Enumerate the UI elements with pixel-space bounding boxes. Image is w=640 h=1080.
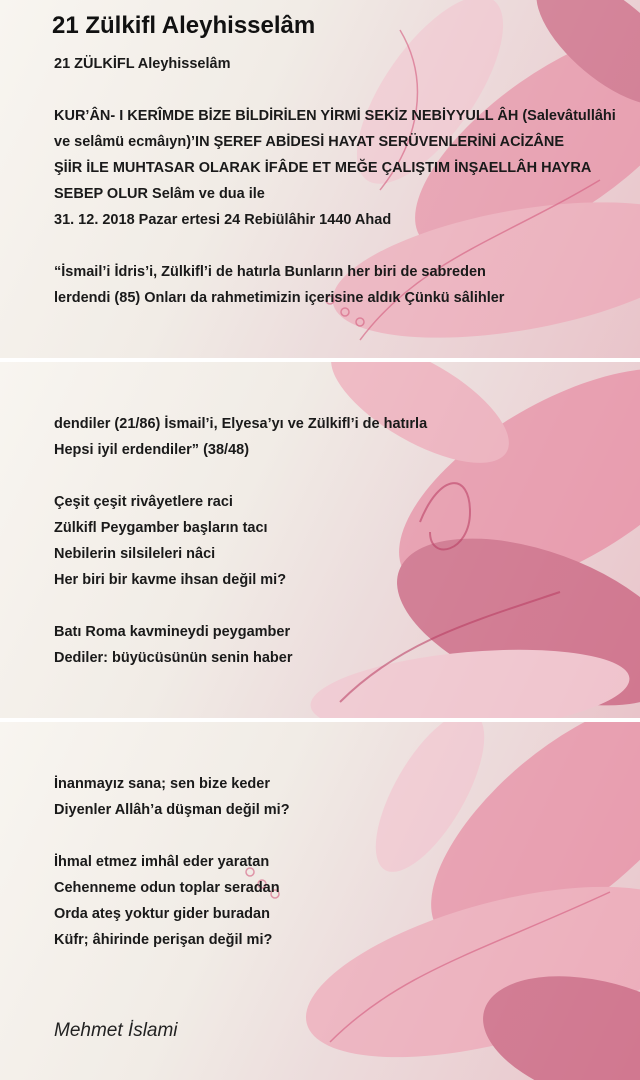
verse-line: Batı Roma kavmineydi peygamber [54,624,291,640]
quote-line: lerdendi (85) Onları da rahmetimizin içerisine aldık Çünkü sâlihler [54,290,505,306]
quote-line: dendiler (21/86) İsmail’i, Elyesa’yı ve Zülkifl’i de hatırla [54,416,428,432]
intro-line: ŞİİR İLE MUHTASAR OLARAK İFÂDE ET MEĞE ÇALIŞTIM İNŞAELLÂH HAYRA [54,160,592,176]
quote-line: “İsmail’i İdris’i, Zülkifl’i de hatırla Bunların her biri de sabreden [54,264,486,280]
intro-line: ve selâmü ecmâıyn)’IN ŞEREF ABİDESİ HAYAT SERÜVENLERİNİ ACİZÂNE [54,134,565,150]
verse-line: Nebilerin silsileleri nâci [54,546,216,562]
verse-line: Cehenneme odun toplar seradan [54,880,280,896]
verse-line: Zülkifl Peygamber başların tacı [54,520,268,536]
poem-title: 21 Zülkifl Aleyhisselâm [52,12,316,39]
verse-line: Diyenler Allâh’a düşman değil mi? [54,802,290,818]
verse-line: Her biri bir kavme ihsan değil mi? [54,572,287,588]
verse-line: İhmal etmez imhâl eder yaratan [54,854,270,870]
intro-line: SEBEP OLUR Selâm ve dua ile [54,186,265,202]
verse-line: Dediler: büyücüsünün senin haber [54,650,293,666]
intro-line: KUR’ÂN- I KERÎMDE BİZE BİLDİRİLEN YİRMİ SEKİZ NEBİYYULL ÂH (Salevâtullâhi [54,108,616,124]
verse-line: Küfr; âhirinde perişan değil mi? [54,932,273,948]
date-line: 31. 12. 2018 Pazar ertesi 24 Rebiülâhir 1440 Ahad [54,212,392,228]
verse-line: Çeşit çeşit rivâyetlere raci [54,494,233,510]
author-name: Mehmet İslami [54,1020,178,1041]
poem-heading: 21 ZÜLKİFL Aleyhisselâm [54,56,231,72]
verse-line: İnanmayız sana; sen bize keder [54,776,270,792]
quote-line: Hepsi iyil erdendiler” (38/48) [54,442,250,458]
verse-line: Orda ateş yoktur gider buradan [54,906,270,922]
